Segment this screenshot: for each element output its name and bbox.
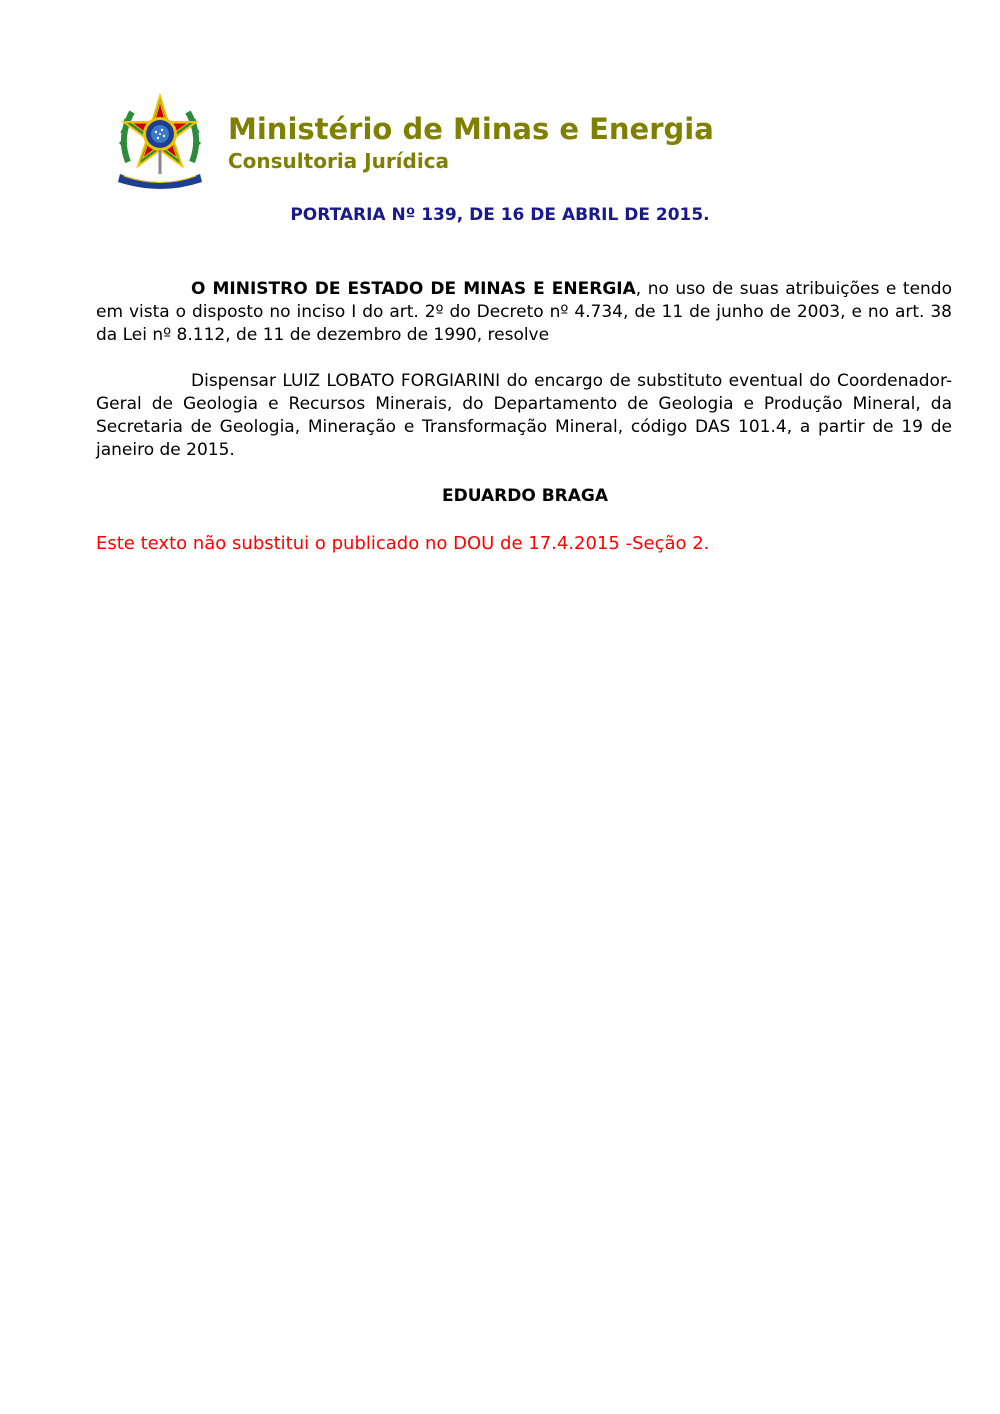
ministry-name: Ministério de Minas e Energia xyxy=(228,112,714,146)
brazil-coat-of-arms-icon xyxy=(110,92,210,192)
signatory-name: EDUARDO BRAGA xyxy=(441,486,609,506)
document-title: PORTARIA Nº 139, DE 16 DE ABRIL DE 2015. xyxy=(290,205,710,225)
publication-notice: Este texto não substitui o publicado no DOU de 17.4.2015 -Seção 2. xyxy=(96,533,710,554)
preamble-lead: O MINISTRO DE ESTADO DE MINAS E ENERGIA xyxy=(191,279,636,299)
body-text: Dispensar LUIZ LOBATO FORGIARINI do encargo de substituto eventual do Coordenador-Geral de Geologia e Recursos Minerais, do Departamento de Geologia e Produção Mineral, da Secretaria de Geologia, Mineração e Transformação Mineral, código DAS 101.4, a partir de 19 de janeiro de 2015. xyxy=(96,371,952,460)
body-paragraph xyxy=(96,370,952,462)
department-name: Consultoria Jurídica xyxy=(228,149,450,173)
preamble-paragraph xyxy=(96,278,952,347)
preamble-text: , no uso de suas atribuições e tendo em vista o disposto no inciso I do art. 2º do Decreto nº 4.734, de 11 de junho de 2003, e no art. 38 da Lei nº 8.112, de 11 de dezembro de 1990, resolve xyxy=(96,279,952,345)
